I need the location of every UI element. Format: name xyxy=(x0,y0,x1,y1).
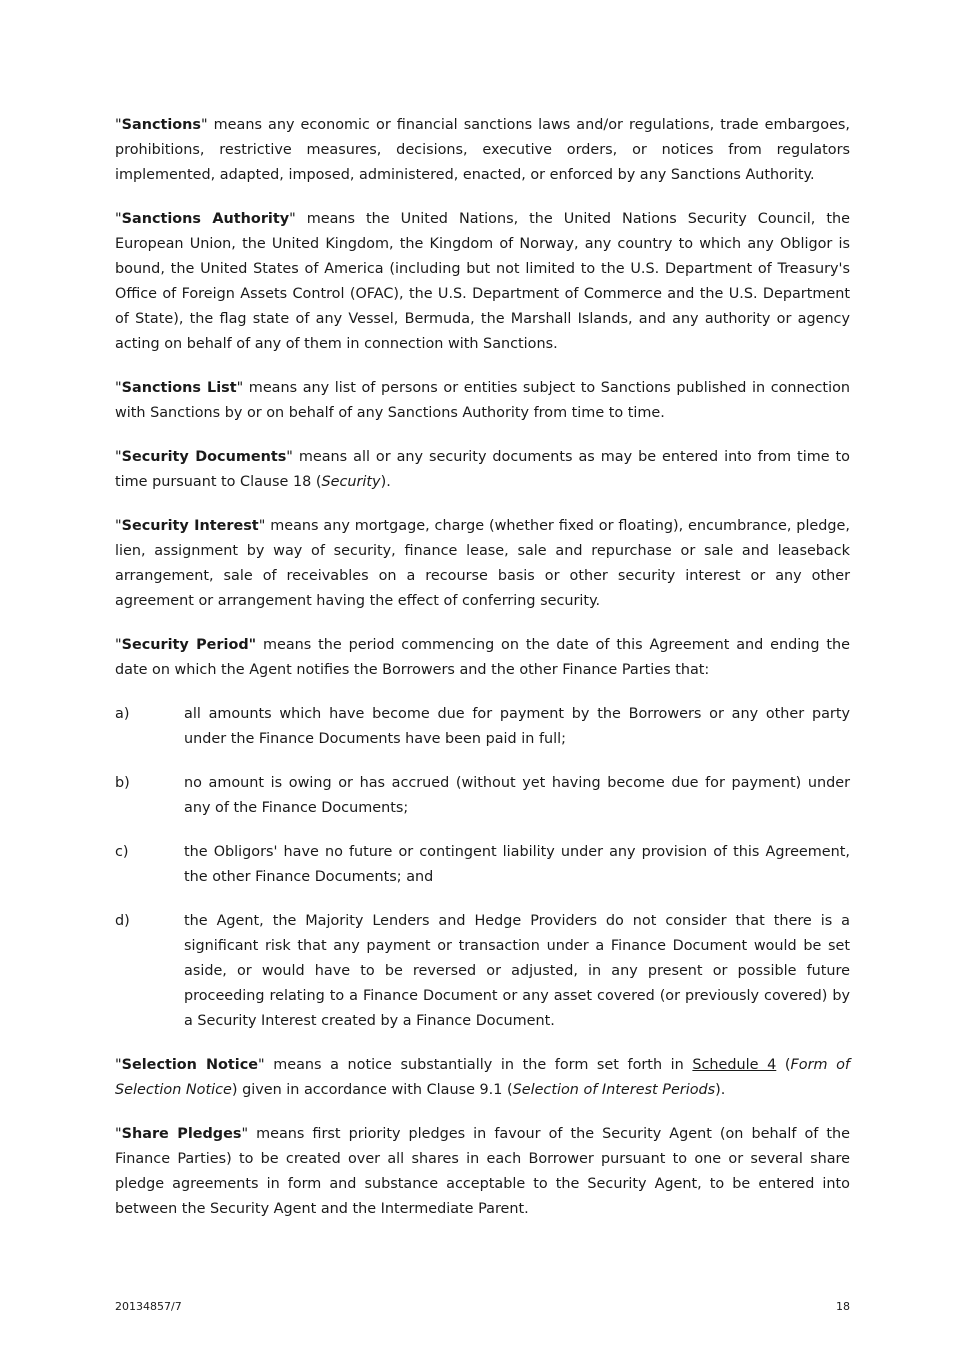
term: Share Pledges xyxy=(121,1126,242,1142)
list-text: the Agent, the Majority Lenders and Hedge Providers do not consider that there is a significant risk that any payment or transaction under a Finance Document would be set aside, or would have to be reversed or adjusted, in any present or possible future proceeding relating to a Finance Document or any asset covered (or previously covered) by a Security Interest created by a Finance Document. xyxy=(184,913,850,1029)
term: Selection Notice xyxy=(121,1057,258,1073)
list-item xyxy=(115,909,850,1034)
list-text: no amount is owing or has accrued (without yet having become due for payment) under any of the Finance Documents; xyxy=(184,775,850,816)
definition-security-documents: "Security Documents" means all or any security documents as may be entered into from time to time pursuant to Clause 18 (Security). xyxy=(115,449,850,490)
page-number: 18 xyxy=(836,1300,850,1313)
clause-title: Security xyxy=(321,474,381,490)
term: Security Period" xyxy=(121,637,257,653)
definition-text: " means first priority pledges in favour of the Security Agent (on behalf of the Finance Parties) to be created over all shares in each Borrower pursuant to one or several share pledge agreements in form and substance acceptable to the Security Agent, to be entered into between the Security Agent and the Intermediate Parent. xyxy=(115,1126,850,1217)
list-item xyxy=(115,771,850,821)
definition-selection-notice: "Selection Notice" means a notice substantially in the form set forth in Schedule 4 (Form of Selection Notice) given in accordance with Clause 9.1 (Selection of Interest Periods). xyxy=(115,1057,850,1098)
document-reference: 20134857/7 xyxy=(115,1300,182,1313)
list-text: all amounts which have become due for payment by the Borrowers or any other party under the Finance Documents have been paid in full; xyxy=(184,706,850,747)
schedule-title: Form of Selection Notice xyxy=(115,1057,850,1098)
document-body xyxy=(115,113,850,1241)
list-label: b) xyxy=(115,775,130,791)
schedule-link[interactable]: Schedule 4 xyxy=(692,1057,777,1073)
list-label: c) xyxy=(115,844,129,860)
list-label: d) xyxy=(115,913,130,929)
definition-text: means the period commencing on the date of this Agreement and ending the date on which the Agent notifies the Borrowers and the other Finance Parties that: xyxy=(115,637,850,678)
definition-text: " means a notice substantially in the form set forth in xyxy=(257,1057,693,1073)
term: Security Documents xyxy=(121,449,287,465)
definition-text-end: ). xyxy=(380,474,391,490)
clause-title: Selection of Interest Periods xyxy=(512,1082,716,1098)
list-item xyxy=(115,702,850,752)
definition-text: " means any list of persons or entities subject to Sanctions published in connection with Sanctions by or on behalf of any Sanctions Authority from time to time. xyxy=(115,380,850,421)
definition-text-end: ). xyxy=(715,1082,726,1098)
list-label: a) xyxy=(115,706,130,722)
list-text: the Obligors' have no future or contingent liability under any provision of this Agreement, the other Finance Documents; and xyxy=(184,844,850,885)
definition-security-period: "Security Period" means the period commencing on the date of this Agreement and ending the date on which the Agent notifies the Borrowers and the other Finance Parties that: xyxy=(115,637,850,678)
definition-text: " means any mortgage, charge (whether fixed or floating), encumbrance, pledge, lien, assignment by way of security, finance lease, sale and repurchase or sale and leaseback arrangement, sale of receivables on a recourse basis or other security interest or any other agreement or arrangement having the effect of conferring security. xyxy=(115,518,850,609)
definition-text: " means all or any security documents as may be entered into from time to time pursuant to Clause 18 ( xyxy=(115,449,850,490)
page-footer xyxy=(115,1299,850,1315)
definition-sanctions: "Sanctions" means any economic or financial sanctions laws and/or regulations, trade embargoes, prohibitions, restrictive measures, decisions, executive orders, or notices from regulators implemented, adapted, imposed, administered, enacted, or enforced by any Sanctions Authority. xyxy=(115,117,850,183)
term: Security Interest xyxy=(121,518,259,534)
definition-text-mid: ) given in accordance with Clause 9.1 ( xyxy=(231,1082,513,1098)
definition-text: " means the United Nations, the United Nations Security Council, the European Union, the United Kingdom, the Kingdom of Norway, any country to which any Obligor is bound, the United States of America (including but not limited to the U.S. Department of Treasury's Office of Foreign Assets Control (OFAC), the U.S. Department of Commerce and the U.S. Department of State), the flag state of any Vessel, Bermuda, the Marshall Islands, and any authority or agency acting on behalf of any of them in connection with Sanctions. xyxy=(115,211,850,352)
definition-sanctions-authority: "Sanctions Authority" means the United Nations, the United Nations Security Council, the European Union, the United Kingdom, the Kingdom of Norway, any country to which any Obligor is bound, the United States of America (including but not limited to the U.S. Department of Treasury's Office of Foreign Assets Control (OFAC), the U.S. Department of Commerce and the U.S. Department of State), the flag state of any Vessel, Bermuda, the Marshall Islands, and any authority or agency acting on behalf of any of them in connection with Sanctions. xyxy=(115,211,850,352)
definition-text-mid: ( xyxy=(776,1057,791,1073)
term: Sanctions xyxy=(121,117,201,133)
definition-sanctions-list: "Sanctions List" means any list of persons or entities subject to Sanctions published in connection with Sanctions by or on behalf of any Sanctions Authority from time to time. xyxy=(115,380,850,421)
term: Sanctions Authority xyxy=(121,211,290,227)
definition-share-pledges: "Share Pledges" means first priority pledges in favour of the Security Agent (on behalf of the Finance Parties) to be created over all shares in each Borrower pursuant to one or several share pledge agreements in form and substance acceptable to the Security Agent, to be entered into between the Security Agent and the Intermediate Parent. xyxy=(115,1126,850,1217)
definition-text: " means any economic or financial sanctions laws and/or regulations, trade embargoes, prohibitions, restrictive measures, decisions, executive orders, or notices from regulators implemented, adapted, imposed, administered, enacted, or enforced by any Sanctions Authority. xyxy=(115,117,850,183)
definition-security-interest: "Security Interest" means any mortgage, charge (whether fixed or floating), encumbrance, pledge, lien, assignment by way of security, finance lease, sale and repurchase or sale and leaseback arrangement, sale of receivables on a recourse basis or other security interest or any other agreement or arrangement having the effect of conferring security. xyxy=(115,518,850,609)
list-item xyxy=(115,840,850,890)
term: Sanctions List xyxy=(121,380,237,396)
